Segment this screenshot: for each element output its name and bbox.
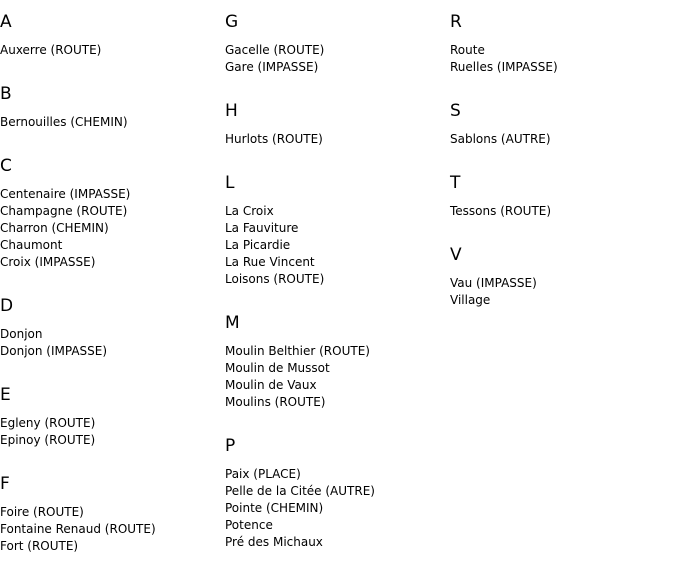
street-link-paix-place[interactable]: Paix (PLACE)	[225, 467, 301, 481]
index-column-2	[225, 0, 450, 564]
letter-group-f	[0, 462, 225, 555]
street-link-la-fauviture[interactable]: La Fauviture	[225, 221, 299, 235]
street-link-potence[interactable]: Potence	[225, 518, 273, 532]
street-link-donjon[interactable]: Donjon	[0, 327, 43, 341]
letter-group-b	[0, 72, 225, 131]
index-column-3	[450, 0, 675, 322]
letter-heading: G	[225, 12, 239, 32]
street-link-fontaine-renaud-route[interactable]: Fontaine Renaud (ROUTE)	[0, 522, 156, 536]
street-link-croix-impasse[interactable]: Croix (IMPASSE)	[0, 255, 96, 269]
street-link-moulin-de-mussot[interactable]: Moulin de Mussot	[225, 361, 330, 375]
street-link-donjon-impasse[interactable]: Donjon (IMPASSE)	[0, 344, 108, 358]
letter-group-v	[450, 233, 675, 309]
letter-group-l	[225, 161, 450, 288]
street-link-bernouilles-chemin[interactable]: Bernouilles (CHEMIN)	[0, 115, 128, 129]
letter-group-m	[225, 301, 450, 411]
letter-heading: F	[0, 474, 10, 494]
street-link-gacelle-route[interactable]: Gacelle (ROUTE)	[225, 43, 325, 57]
letter-group-t	[450, 161, 675, 220]
street-link-moulins-route[interactable]: Moulins (ROUTE)	[225, 395, 326, 409]
street-link-loisons-route[interactable]: Loisons (ROUTE)	[225, 272, 325, 286]
letter-heading: B	[0, 84, 12, 104]
street-link-la-rue-vincent[interactable]: La Rue Vincent	[225, 255, 315, 269]
letter-group-r	[450, 0, 675, 76]
letter-heading: E	[0, 385, 11, 405]
letter-group-h	[225, 89, 450, 148]
street-link-egleny-route[interactable]: Egleny (ROUTE)	[0, 416, 96, 430]
street-link-la-croix[interactable]: La Croix	[225, 204, 274, 218]
street-link-pre-des-michaux[interactable]: Pré des Michaux	[225, 535, 323, 549]
street-link-auxerre-route[interactable]: Auxerre (ROUTE)	[0, 43, 102, 57]
street-link-moulin-belthier-route[interactable]: Moulin Belthier (ROUTE)	[225, 344, 370, 358]
street-link-chaumont[interactable]: Chaumont	[0, 238, 63, 252]
street-link-charron-chemin[interactable]: Charron (CHEMIN)	[0, 221, 109, 235]
street-link-sablons-autre[interactable]: Sablons (AUTRE)	[450, 132, 551, 146]
street-link-hurlots-route[interactable]: Hurlots (ROUTE)	[225, 132, 323, 146]
street-link-tessons-route[interactable]: Tessons (ROUTE)	[450, 204, 552, 218]
street-link-ruelles-impasse[interactable]: Ruelles (IMPASSE)	[450, 60, 558, 74]
street-link-foire-route[interactable]: Foire (ROUTE)	[0, 505, 84, 519]
letter-heading: P	[225, 436, 236, 456]
street-link-la-picardie[interactable]: La Picardie	[225, 238, 291, 252]
street-link-moulin-de-vaux[interactable]: Moulin de Vaux	[225, 378, 317, 392]
letter-group-s	[450, 89, 675, 148]
street-link-route[interactable]: Route	[450, 43, 485, 57]
letter-group-a	[0, 0, 225, 59]
letter-heading: S	[450, 101, 461, 121]
street-link-fort-route[interactable]: Fort (ROUTE)	[0, 539, 79, 553]
letter-heading: A	[0, 12, 12, 32]
letter-group-c	[0, 144, 225, 271]
street-link-pelle-de-la-citee-autre[interactable]: Pelle de la Citée (AUTRE)	[225, 484, 375, 498]
letter-heading: H	[225, 101, 238, 121]
street-link-epinoy-route[interactable]: Epinoy (ROUTE)	[0, 433, 96, 447]
letter-heading: T	[450, 173, 461, 193]
letter-group-d	[0, 284, 225, 360]
letter-heading: V	[450, 245, 462, 265]
letter-heading: C	[0, 156, 12, 176]
index-column-1	[0, 0, 225, 568]
letter-heading: L	[225, 173, 235, 193]
letter-heading: D	[0, 296, 14, 316]
street-link-champagne-route[interactable]: Champagne (ROUTE)	[0, 204, 128, 218]
street-link-vau-impasse[interactable]: Vau (IMPASSE)	[450, 276, 537, 290]
letter-heading: R	[450, 12, 462, 32]
letter-group-p	[225, 424, 450, 551]
street-link-pointe-chemin[interactable]: Pointe (CHEMIN)	[225, 501, 324, 515]
letter-heading: M	[225, 313, 240, 333]
street-link-village[interactable]: Village	[450, 293, 491, 307]
street-link-gare-impasse[interactable]: Gare (IMPASSE)	[225, 60, 319, 74]
letter-group-g	[225, 0, 450, 76]
street-link-centenaire-impasse[interactable]: Centenaire (IMPASSE)	[0, 187, 131, 201]
letter-group-e	[0, 373, 225, 449]
